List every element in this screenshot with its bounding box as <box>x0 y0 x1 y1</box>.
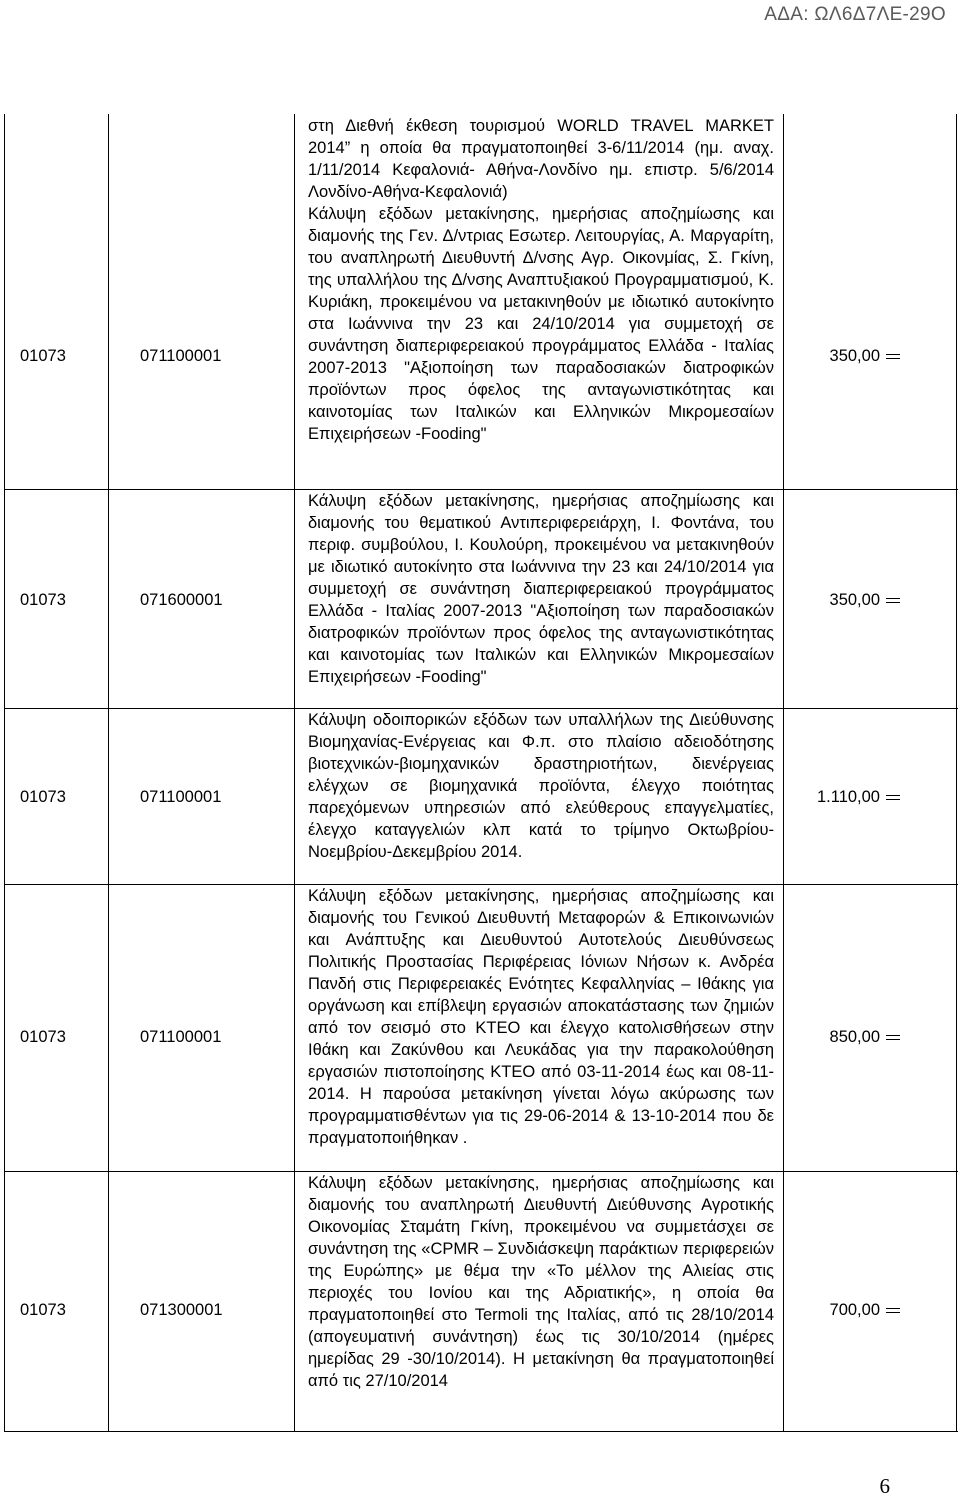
euro-sign-icon <box>886 350 900 361</box>
description-cell: Κάλυψη εξόδων μετακίνησης, ημερήσιας αποζημίωσης και διαμονής του Γενικού Διευθυντή Μεταφορών & Επικοινωνιών και Ανάπτυξης και Διευθυντού Αυτοτελούς Διευθύνσεως Πολιτικής Προστασίας Περιφέρειας Ιόνιων Νήσων κ. Ανδρέα Πανδή στις Περιφερειακές Ενότητες Κεφαλληνίας – Ιθάκης για οργάνωση και επίβλεψη εργασιών αποκατάστασης των ζημιών από τον σεισμό στο ΚΤΕΟ και έλεγχο κατολισθήσεων στην Ιθάκη και Ζακύνθου και Λευκάδας για την παρακολούθηση εργασιών πιστοποίησης ΚΤΕΟ από 03-11-2014 έως και 08-11-2014. Η παρούσα μετακίνηση γίνεται λόγω ακύρωσης των προγραμματισθέντων για τις 29-06-2014 & 13-10-2014 που δε πραγματοποιήθηκαν . <box>308 887 774 1147</box>
expense-table <box>4 114 958 1432</box>
euro-sign-icon <box>886 1304 900 1315</box>
amount-value: 700,00 <box>829 1301 880 1319</box>
euro-sign-icon <box>886 791 900 802</box>
account-code-cell: 071100001 <box>140 347 222 365</box>
table-row <box>4 114 958 489</box>
table-row <box>4 884 958 1171</box>
account-code-cell: 071100001 <box>140 1028 222 1046</box>
ada-code: ΑΔΑ: ΩΛ6Δ7ΛΕ-29Ο <box>764 4 946 25</box>
account-code-cell: 071300001 <box>140 1301 223 1319</box>
code-cell: 01073 <box>20 1028 66 1046</box>
account-code-cell: 071100001 <box>140 788 222 806</box>
code-cell: 01073 <box>20 1301 66 1319</box>
euro-sign-icon <box>886 594 900 605</box>
table-row <box>4 1171 958 1431</box>
table-row <box>4 708 958 884</box>
description-cell: Κάλυψη εξόδων μετακίνησης, ημερήσιας αποζημίωσης και διαμονής του αναπληρωτή Διευθυντή Διεύθυνσης Αγροτικής Οικονομίας Σταμάτη Γκίνη, προκειμένου να συμμετάσχει σε συνάντηση της «CPMR – Συνδιάσκεψη παράκτιων περιφερειών της Ευρώπης» με θέμα την «Το μέλλον της Αλιείας στις περιοχές του Ιονίου και της Αδριατικής», η οποία θα πραγματοποιηθεί στο Termoli της Ιταλίας, από τις 28/10/2014 (απογευματινή συνάντηση) έως τις 30/10/2014 (ημέρες ημερίδας 29 -30/10/2014). Η μετακίνηση θα πραγματοποιηθεί από τις 27/10/2014 <box>308 1174 774 1390</box>
account-code-cell: 071600001 <box>140 591 223 609</box>
code-cell: 01073 <box>20 788 66 806</box>
amount-cell <box>830 1300 900 1320</box>
amount-cell <box>830 1027 900 1047</box>
table-border-bottom <box>4 1431 958 1432</box>
amount-value: 350,00 <box>829 591 880 609</box>
code-cell: 01073 <box>20 591 66 609</box>
description-cell: Κάλυψη εξόδων μετακίνησης, ημερήσιας αποζημίωσης και διαμονής του θεματικού Αντιπεριφερειάρχη, Ι. Φοντάνα, του περιφ. συμβούλου, Ι. Κουλούρη, προκειμένου να μετακινηθούν με ιδιωτικό αυτοκίνητο στα Ιωάννινα την 23 και 24/10/2014 για συμμετοχή σε συνάντηση διαπεριφερειακού προγράμματος Ελλάδα - Ιταλίας 2007-2013 "Αξιοποίηση των παραδοσιακών διατροφικών προϊόντων προς όφελος της ανταγωνιστικότητας και καινοτομίας των Ιταλικών και Ελληνικών Μικρομεσαίων Επιχειρήσεων -Fooding" <box>308 492 774 686</box>
amount-value: 1.110,00 <box>816 788 880 806</box>
euro-sign-icon <box>886 1031 900 1042</box>
description-cell: Κάλυψη οδοιπορικών εξόδων των υπαλλήλων της Διεύθυνσης Βιομηχανίας-Ενέργειας και Φ.π. στο πλαίσιο αδειοδότησης βιοτεχνικών-βιομηχανικών δραστηριοτήτων, διενέργειας ελέγχων σε βιομηχανικά προϊόντα, έλεγχο ποιότητας παρεχόμενων υπηρεσιών από ελεύθερους επαγγελματίες, έλεγχο καταγγελιών κλπ κατά το τρίμηνο Οκτωβρίου-Νοεμβρίου-Δεκεμβρίου 2014. <box>308 711 774 861</box>
page-number: 6 <box>879 1474 890 1498</box>
amount-cell <box>830 346 900 366</box>
amount-cell <box>817 787 900 807</box>
amount-value: 850,00 <box>829 1028 880 1046</box>
description-cell: στη Διεθνή έκθεση τουρισμού WORLD TRAVEL MARKET 2014” η οποία θα πραγματοποιηθεί 3-6/11/2014 (ημ. αναχ. 1/11/2014 Κεφαλονιά- Αθήνα-Λονδίνο ημ. επιστρ. 5/6/2014 Λονδίνο-Αθήνα-Κεφαλονιά) Κάλυψη εξόδων μετακίνησης, ημερήσιας αποζημίωσης και διαμονής της Γεν. Δ/ντριας Εσωτερ. Λειτουργίας, Α. Μαργαρίτη, του αναπληρωτή Διευθυντή Δ/νσης Αγρ. Οικονμίας, Σ. Γκίνη, της υπαλλήλου της Δ/νσης Αναπτυξιακού Προγραμματισμού, Κ. Κυριάκη, προκειμένου να μετακινηθούν με ιδιωτικό αυτοκίνητο στα Ιωάννινα την 23 και 24/10/2014 για συμμετοχή σε συνάντηση διαπεριφερειακού προγράμματος Ελλάδα - Ιταλίας 2007-2013 "Αξιοποίηση των παραδοσιακών διατροφικών προϊόντων προς όφελος της ανταγωνιστικότητας και καινοτομίας των Ιταλικών και Ελληνικών Μικρομεσαίων Επιχειρήσεων -Fooding" <box>308 117 774 443</box>
code-cell: 01073 <box>20 347 66 365</box>
amount-value: 350,00 <box>829 347 880 365</box>
table-row <box>4 489 958 708</box>
amount-cell <box>830 590 900 610</box>
